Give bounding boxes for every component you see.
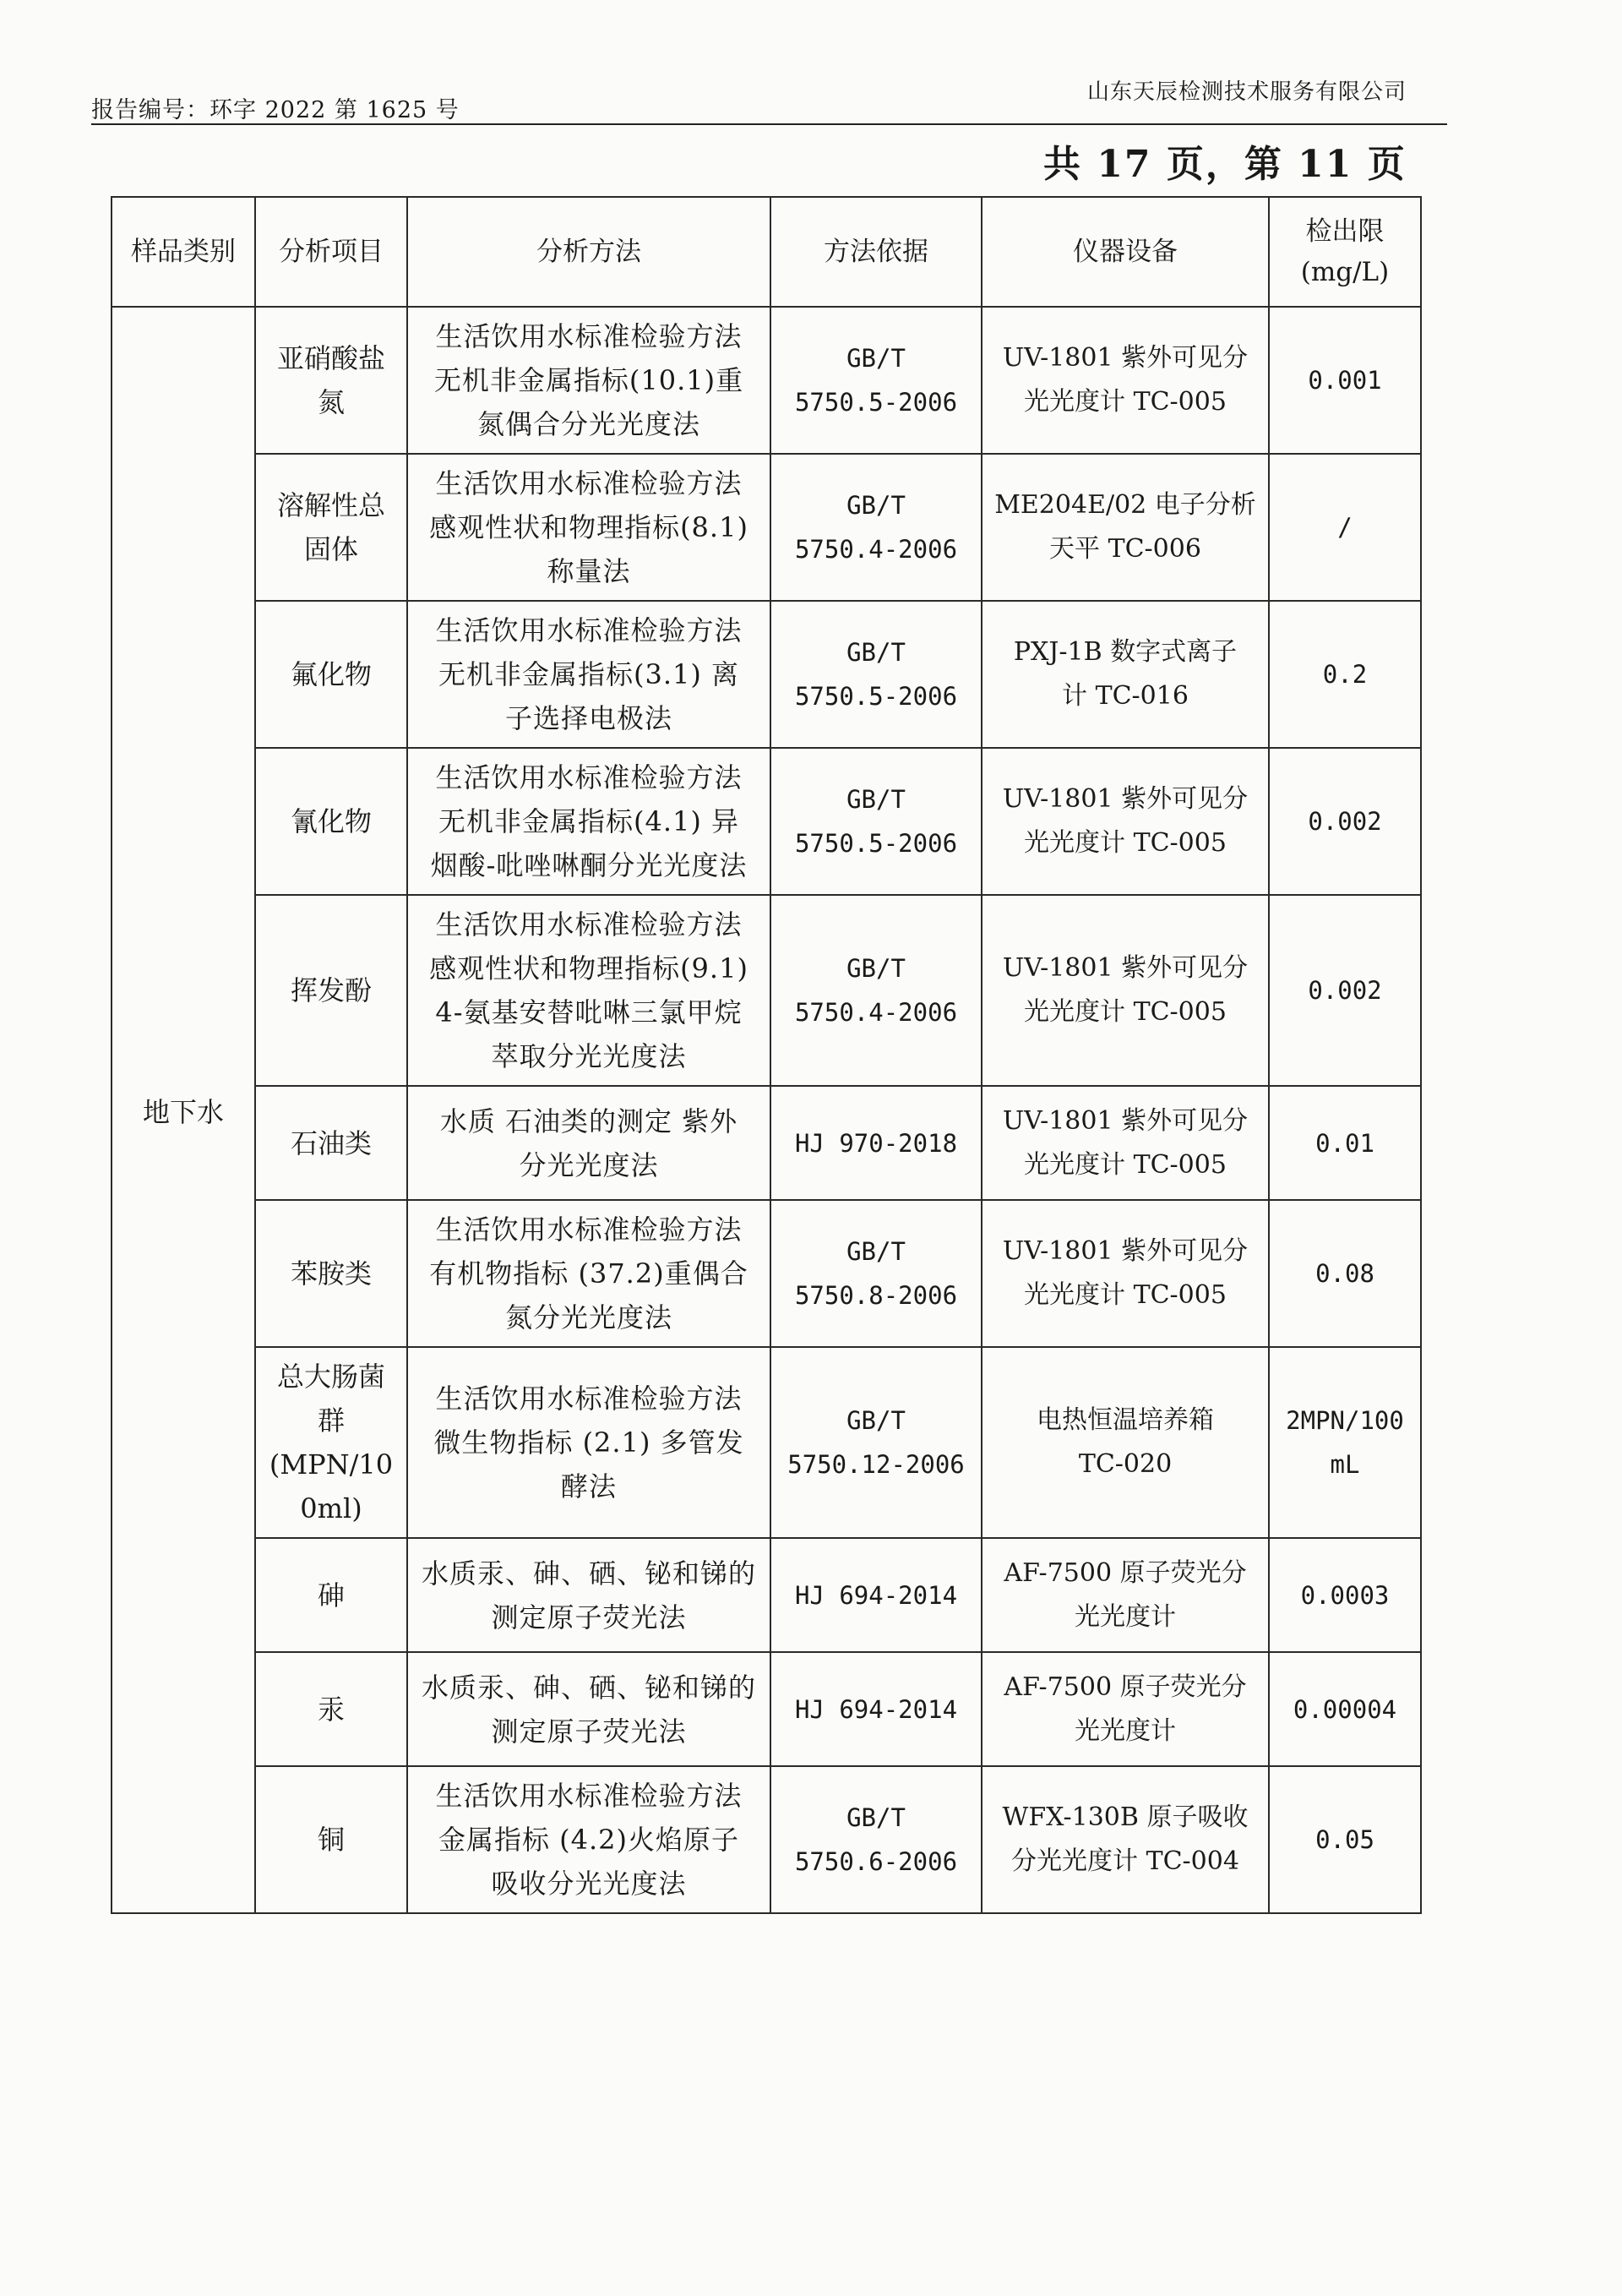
sample-category: 地下水 (112, 307, 255, 1913)
col-header-method: 分析方法 (407, 197, 770, 307)
method-basis: GB/T 5750.5-2006 (770, 748, 982, 895)
method-basis: HJ 694-2014 (770, 1538, 982, 1652)
detection-limit: / (1269, 454, 1421, 601)
table-row (112, 1347, 1421, 1538)
table-row (112, 1652, 1421, 1766)
analysis-method: 生活饮用水标准检验方法 感观性状和物理指标(9.1) 4-氨基安替吡啉三氯甲烷 萃取分光光度法 (407, 895, 770, 1086)
analysis-item: 亚硝酸盐 氮 (255, 307, 407, 454)
analysis-method: 生活饮用水标准检验方法 无机非金属指标(10.1)重 氮偶合分光光度法 (407, 307, 770, 454)
analysis-item: 铜 (255, 1766, 407, 1913)
method-basis: HJ 694-2014 (770, 1652, 982, 1766)
analysis-item: 氰化物 (255, 748, 407, 895)
method-basis: GB/T 5750.4-2006 (770, 454, 982, 601)
analysis-method: 生活饮用水标准检验方法 有机物指标 (37.2)重偶合 氮分光光度法 (407, 1200, 770, 1347)
instrument: UV-1801 紫外可见分 光光度计 TC-005 (982, 748, 1269, 895)
table-header-row (112, 197, 1421, 307)
analysis-method: 生活饮用水标准检验方法 微生物指标 (2.1) 多管发 酵法 (407, 1347, 770, 1538)
detection-limit: 0.002 (1269, 748, 1421, 895)
analysis-item: 石油类 (255, 1086, 407, 1200)
analysis-method-table (111, 196, 1422, 1914)
table-row (112, 1086, 1421, 1200)
instrument: ME204E/02 电子分析 天平 TC-006 (982, 454, 1269, 601)
analysis-item: 挥发酚 (255, 895, 407, 1086)
page-count: 共 17 页，第 11 页 (1043, 143, 1407, 186)
analysis-item: 氟化物 (255, 601, 407, 748)
method-basis: HJ 970-2018 (770, 1086, 982, 1200)
instrument: 电热恒温培养箱 TC-020 (982, 1347, 1269, 1538)
header-divider (91, 123, 1447, 125)
table-row (112, 454, 1421, 601)
detection-limit: 0.00004 (1269, 1652, 1421, 1766)
analysis-item: 砷 (255, 1538, 407, 1652)
analysis-method: 生活饮用水标准检验方法 无机非金属指标(3.1) 离 子选择电极法 (407, 601, 770, 748)
analysis-method: 生活饮用水标准检验方法 金属指标 (4.2)火焰原子 吸收分光光度法 (407, 1766, 770, 1913)
analysis-method: 水质汞、砷、硒、铋和锑的 测定原子荧光法 (407, 1538, 770, 1652)
table-row (112, 601, 1421, 748)
report-number: 报告编号：环字 2022 第 1625 号 (91, 97, 460, 123)
col-header-category: 样品类别 (112, 197, 255, 307)
method-basis: GB/T 5750.6-2006 (770, 1766, 982, 1913)
analysis-method: 水质汞、砷、硒、铋和锑的 测定原子荧光法 (407, 1652, 770, 1766)
detection-limit: 0.2 (1269, 601, 1421, 748)
col-header-item: 分析项目 (255, 197, 407, 307)
col-header-basis: 方法依据 (770, 197, 982, 307)
table-row (112, 895, 1421, 1086)
method-basis: GB/T 5750.12-2006 (770, 1347, 982, 1538)
instrument: UV-1801 紫外可见分 光光度计 TC-005 (982, 307, 1269, 454)
analysis-method: 生活饮用水标准检验方法 无机非金属指标(4.1) 异 烟酸-吡唑啉酮分光光度法 (407, 748, 770, 895)
analysis-item: 汞 (255, 1652, 407, 1766)
method-basis: GB/T 5750.4-2006 (770, 895, 982, 1086)
analysis-method: 水质 石油类的测定 紫外 分光光度法 (407, 1086, 770, 1200)
instrument: UV-1801 紫外可见分 光光度计 TC-005 (982, 895, 1269, 1086)
detection-limit: 0.002 (1269, 895, 1421, 1086)
instrument: PXJ-1B 数字式离子 计 TC-016 (982, 601, 1269, 748)
instrument: AF-7500 原子荧光分 光光度计 (982, 1538, 1269, 1652)
instrument: UV-1801 紫外可见分 光光度计 TC-005 (982, 1086, 1269, 1200)
detection-limit: 2MPN/100 mL (1269, 1347, 1421, 1538)
table-row (112, 748, 1421, 895)
instrument: WFX-130B 原子吸收 分光光度计 TC-004 (982, 1766, 1269, 1913)
col-header-instrument: 仪器设备 (982, 197, 1269, 307)
analysis-item: 苯胺类 (255, 1200, 407, 1347)
company-name: 山东天辰检测技术服务有限公司 (1086, 79, 1407, 105)
analysis-item: 总大肠菌 群 (MPN/10 0ml) (255, 1347, 407, 1538)
instrument: UV-1801 紫外可见分 光光度计 TC-005 (982, 1200, 1269, 1347)
instrument: AF-7500 原子荧光分 光光度计 (982, 1652, 1269, 1766)
table-row (112, 1200, 1421, 1347)
detection-limit: 0.0003 (1269, 1538, 1421, 1652)
analysis-item: 溶解性总 固体 (255, 454, 407, 601)
table-row (112, 1538, 1421, 1652)
method-basis: GB/T 5750.8-2006 (770, 1200, 982, 1347)
detection-limit: 0.08 (1269, 1200, 1421, 1347)
col-header-limit: 检出限 (mg/L) (1269, 197, 1421, 307)
table-row (112, 307, 1421, 454)
detection-limit: 0.01 (1269, 1086, 1421, 1200)
table-row (112, 1766, 1421, 1913)
detection-limit: 0.05 (1269, 1766, 1421, 1913)
method-basis: GB/T 5750.5-2006 (770, 601, 982, 748)
analysis-method: 生活饮用水标准检验方法 感观性状和物理指标(8.1) 称量法 (407, 454, 770, 601)
detection-limit: 0.001 (1269, 307, 1421, 454)
method-basis: GB/T 5750.5-2006 (770, 307, 982, 454)
